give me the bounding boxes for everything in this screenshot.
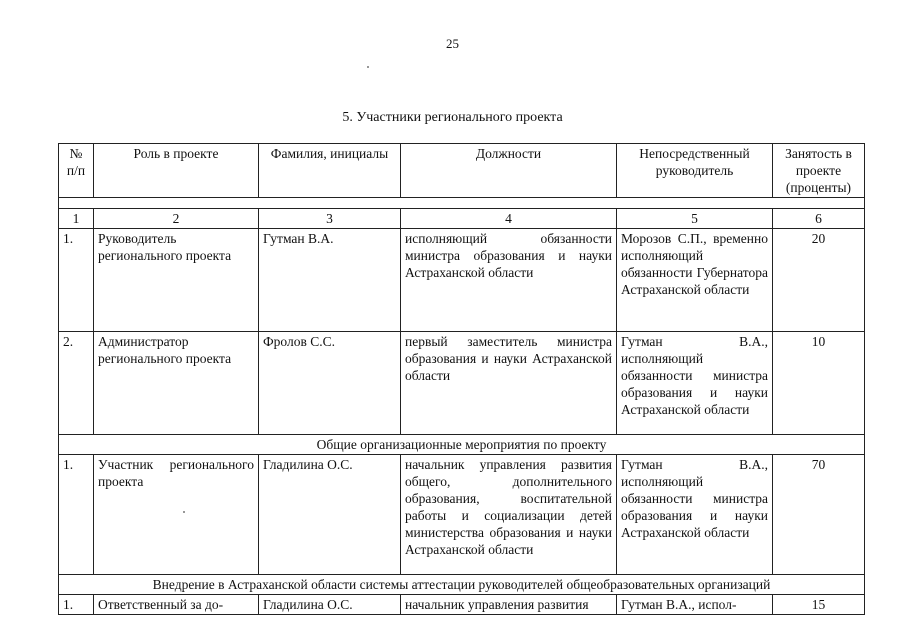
header-role: Роль в проекте — [94, 144, 259, 198]
row-supervisor: Гутман В.А., исполняющий обязанности министра образования и науки Астраханской области — [617, 332, 773, 435]
row-load: 15 — [773, 595, 865, 615]
row-supervisor: Гутман В.А., исполняющий обязанности министра образования и науки Астраханской области — [617, 455, 773, 575]
column-number: 4 — [401, 209, 617, 229]
table-header-row — [59, 144, 865, 198]
header-num: № п/п — [59, 144, 94, 198]
row-position: начальник управления развития — [401, 595, 617, 615]
header-load: Занятость в проекте (проценты) — [773, 144, 865, 198]
row-load: 20 — [773, 229, 865, 332]
section-title: 5. Участники регионального проекта — [342, 110, 563, 125]
row-supervisor: Морозов С.П., временно исполняющий обязанности Губернатора Астраханской области — [617, 229, 773, 332]
row-load: 70 — [773, 455, 865, 575]
column-number: 6 — [773, 209, 865, 229]
column-number-row — [59, 209, 865, 229]
row-num: 1. — [59, 455, 94, 575]
row-num: 1. — [59, 229, 94, 332]
row-supervisor: Гутман В.А., испол- — [617, 595, 773, 615]
section-heading: Внедрение в Астраханской области системы аттестации руководителей общеобразовательных организаций — [59, 575, 865, 595]
scan-speck — [367, 66, 369, 68]
row-position: начальник управления развития общего, дополнительного образования, воспитательной работы и социализации детей министерства образования и науки Астраханской области — [401, 455, 617, 575]
column-number: 3 — [259, 209, 401, 229]
column-number: 2 — [94, 209, 259, 229]
table-row — [59, 595, 865, 615]
participants-table — [58, 143, 865, 615]
page-number: 25 — [446, 36, 459, 51]
row-position: исполняющий обязанности министра образования и науки Астраханской области — [401, 229, 617, 332]
row-name: Гладилина О.С. — [259, 455, 401, 575]
row-name: Фролов С.С. — [259, 332, 401, 435]
row-role: Участник регионального проекта — [94, 455, 259, 575]
row-role: Администратор регионального проекта — [94, 332, 259, 435]
row-position: первый заместитель министра образования и науки Астраханской области — [401, 332, 617, 435]
row-num: 2. — [59, 332, 94, 435]
column-number: 5 — [617, 209, 773, 229]
row-role: Руководитель регионального проекта — [94, 229, 259, 332]
section-heading-row — [59, 575, 865, 595]
section-heading-row — [59, 435, 865, 455]
table-row — [59, 229, 865, 332]
row-num: 1. — [59, 595, 94, 615]
header-supervisor: Непосредственный руководитель — [617, 144, 773, 198]
section-heading: Общие организационные мероприятия по проекту — [59, 435, 865, 455]
header-gap — [59, 198, 865, 209]
row-load: 10 — [773, 332, 865, 435]
row-role: Ответственный за до- — [94, 595, 259, 615]
table-row — [59, 455, 865, 575]
header-position: Должности — [401, 144, 617, 198]
row-name: Гладилина О.С. — [259, 595, 401, 615]
table-row — [59, 332, 865, 435]
column-number: 1 — [59, 209, 94, 229]
row-name: Гутман В.А. — [259, 229, 401, 332]
header-name: Фамилия, инициалы — [259, 144, 401, 198]
